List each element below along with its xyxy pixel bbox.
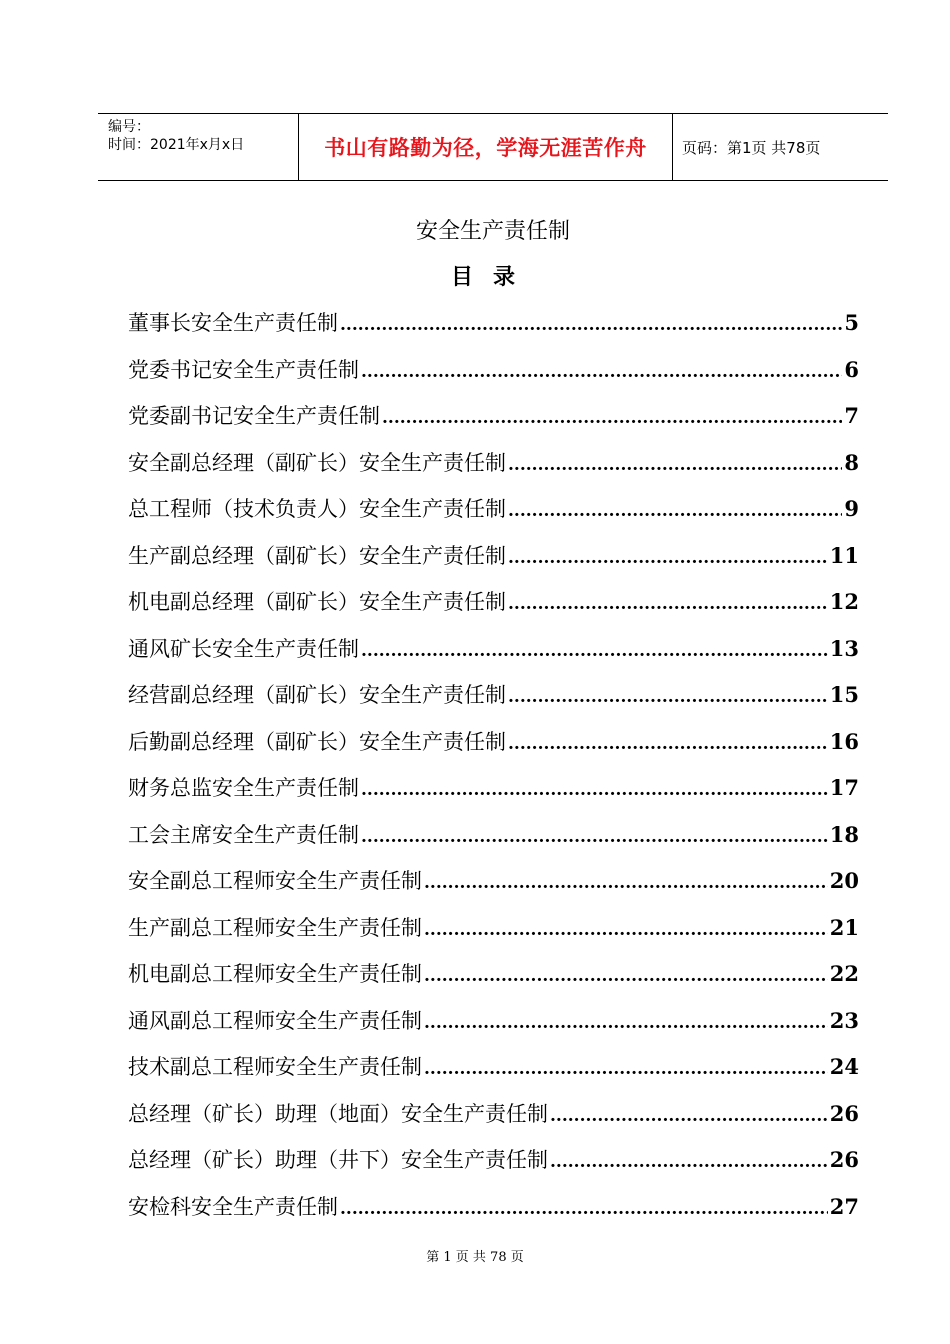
toc-entry-page: 5 — [844, 310, 859, 335]
toc-entry-page: 12 — [829, 589, 859, 614]
toc-entry[interactable] — [128, 486, 859, 533]
toc-entry-page: 8 — [844, 449, 859, 475]
toc-entry[interactable] — [128, 998, 859, 1045]
toc-entry[interactable] — [128, 812, 859, 859]
toc-dot-leader — [424, 860, 828, 907]
toc-entry[interactable] — [128, 1044, 859, 1091]
toc-entry-label: 机电副总经理（副矿长）安全生产责任制 — [128, 590, 506, 614]
toc-dot-leader — [508, 674, 828, 721]
toc-entry[interactable] — [128, 300, 859, 347]
toc-dot-leader — [361, 814, 828, 861]
toc-entry-label: 总经理（矿长）助理（地面）安全生产责任制 — [128, 1101, 548, 1126]
page-header — [98, 113, 888, 181]
toc-entry-label: 党委副书记安全生产责任制 — [128, 404, 380, 428]
toc-entry[interactable] — [128, 951, 859, 998]
toc-dot-leader — [382, 395, 842, 442]
toc-dot-leader — [361, 767, 828, 814]
toc-entry-page: 27 — [829, 1193, 859, 1219]
toc-dot-leader — [550, 1139, 828, 1186]
toc-entry-label: 通风副总工程师安全生产责任制 — [128, 1008, 422, 1033]
toc-heading: 目录 — [450, 264, 535, 290]
toc-dot-leader — [508, 535, 828, 582]
toc-entry-page: 26 — [829, 1147, 859, 1172]
toc-entry[interactable] — [128, 347, 859, 394]
toc-entry-page: 9 — [844, 496, 859, 521]
toc-dot-leader — [424, 907, 828, 954]
toc-entry-label: 总工程师（技术负责人）安全生产责任制 — [128, 497, 506, 521]
toc-entry[interactable] — [128, 858, 859, 905]
toc-entry-label: 生产副总经理（副矿长）安全生产责任制 — [128, 543, 506, 568]
toc-dot-leader — [424, 953, 828, 1000]
toc-dot-leader — [340, 302, 842, 349]
toc-entry-page: 24 — [829, 1054, 859, 1079]
toc-entry[interactable] — [128, 905, 859, 952]
toc-dot-leader — [424, 1000, 828, 1047]
toc-entry-page: 20 — [829, 868, 859, 893]
toc-entry-label: 后勤副总经理（副矿长）安全生产责任制 — [128, 729, 506, 754]
toc-entry-label: 董事长安全生产责任制 — [128, 311, 338, 335]
toc-dot-leader — [361, 628, 828, 675]
toc-entry[interactable] — [128, 579, 859, 626]
toc-entry-page: 17 — [829, 775, 859, 800]
toc-entry[interactable] — [128, 672, 859, 719]
document-title: 安全生产责任制 — [415, 219, 570, 244]
header-motto: 书山有路勤为径，学海无涯苦作舟 — [324, 136, 647, 160]
toc-entry-label: 机电副总工程师安全生产责任制 — [128, 962, 422, 986]
page-footer: 第 1 页 共 78 页 — [426, 1250, 524, 1265]
toc-entry-label: 经营副总经理（副矿长）安全生产责任制 — [128, 683, 506, 707]
toc-entry-page: 18 — [829, 821, 859, 847]
toc-entry[interactable] — [128, 533, 859, 580]
header-motto-cell — [299, 114, 673, 180]
table-of-contents — [128, 300, 859, 1230]
toc-entry-label: 通风矿长安全生产责任制 — [128, 636, 359, 661]
toc-entry-label: 安全副总经理（副矿长）安全生产责任制 — [128, 450, 506, 475]
toc-dot-leader — [550, 1093, 828, 1140]
toc-entry[interactable] — [128, 765, 859, 812]
toc-entry[interactable] — [128, 719, 859, 766]
toc-entry-page: 26 — [829, 1100, 859, 1126]
toc-entry-page: 23 — [829, 1007, 859, 1033]
toc-entry-label: 生产副总工程师安全生产责任制 — [128, 915, 422, 940]
toc-entry-label: 工会主席安全生产责任制 — [128, 822, 359, 847]
toc-entry-label: 安检科安全生产责任制 — [128, 1194, 338, 1219]
header-page-info: 页码：第1页 共78页 — [682, 138, 821, 157]
toc-entry-page: 7 — [844, 403, 859, 428]
toc-dot-leader — [340, 1186, 828, 1233]
toc-entry-label: 安全副总工程师安全生产责任制 — [128, 869, 422, 893]
toc-entry-page: 6 — [844, 356, 859, 382]
toc-entry-page: 13 — [829, 635, 859, 661]
toc-entry-label: 总经理（矿长）助理（井下）安全生产责任制 — [128, 1148, 548, 1172]
toc-dot-leader — [424, 1046, 828, 1093]
toc-entry-page: 16 — [829, 728, 859, 754]
toc-dot-leader — [361, 349, 842, 396]
toc-entry[interactable] — [128, 440, 859, 487]
toc-entry-label: 党委书记安全生产责任制 — [128, 357, 359, 382]
document-number-label: 编号： — [108, 119, 150, 135]
toc-entry[interactable] — [128, 1184, 859, 1231]
toc-dot-leader — [508, 442, 842, 489]
toc-entry-page: 15 — [829, 682, 859, 707]
toc-entry-page: 11 — [829, 542, 859, 568]
toc-dot-leader — [508, 721, 828, 768]
header-page-info-cell — [673, 114, 888, 180]
toc-entry[interactable] — [128, 1091, 859, 1138]
toc-entry-page: 21 — [829, 914, 859, 940]
header-meta — [98, 114, 299, 180]
toc-dot-leader — [508, 581, 828, 628]
toc-entry-label: 技术副总工程师安全生产责任制 — [128, 1055, 422, 1079]
toc-entry-label: 财务总监安全生产责任制 — [128, 776, 359, 800]
toc-entry-page: 22 — [829, 961, 859, 986]
document-time-label: 时间：2021年x月x日 — [108, 137, 245, 153]
toc-entry[interactable] — [128, 1137, 859, 1184]
toc-dot-leader — [508, 488, 842, 535]
toc-entry[interactable] — [128, 393, 859, 440]
toc-entry[interactable] — [128, 626, 859, 673]
